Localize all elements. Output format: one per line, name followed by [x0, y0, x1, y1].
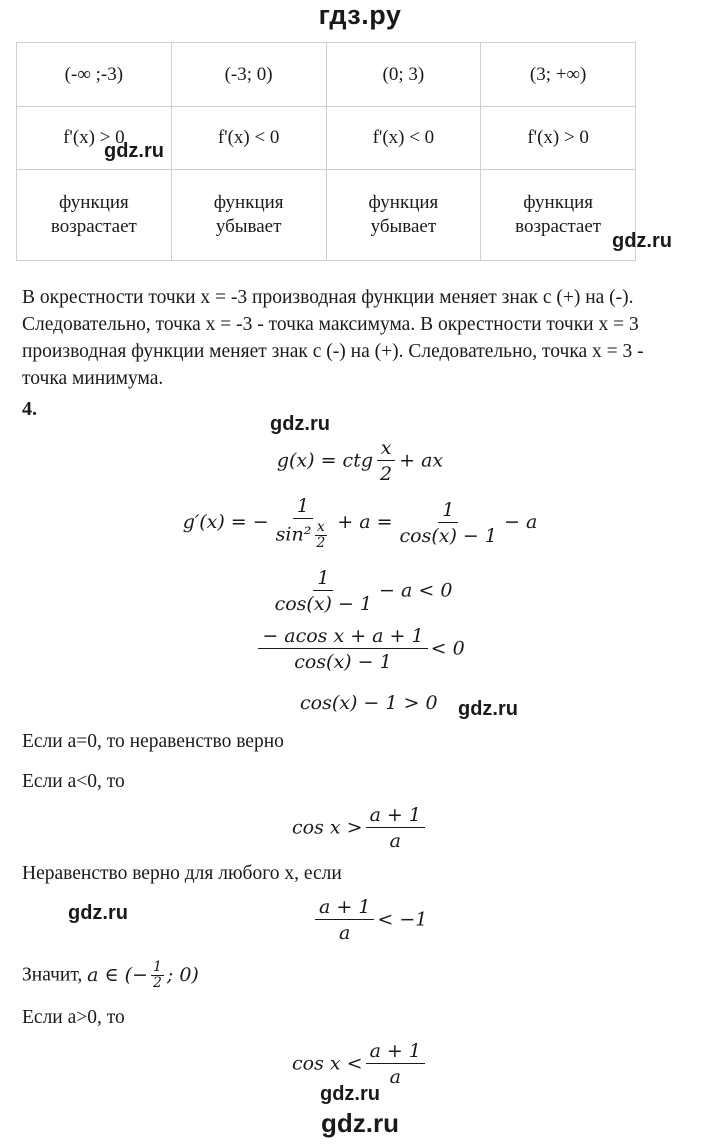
watermark: gdz.ru: [320, 1083, 380, 1105]
fraction: $\frac{1}{\cos(x) - 1}$: [399, 498, 497, 547]
fraction: $\frac{x}{2}$: [376, 437, 396, 486]
formula-inequality-1: $\frac{1}{\cos(x) - 1}$ − a < 0: [0, 567, 720, 616]
watermark: gdz.ru: [270, 413, 330, 435]
fraction: $\frac{a + 1}{a}$: [315, 896, 374, 945]
interval-cell: (0; 3): [326, 43, 481, 107]
fraction: $\frac{\text{− acos x + a + 1}}{\cos(x) - 1}$: [258, 625, 427, 674]
site-header: гдз.ру: [318, 0, 402, 30]
formula-cos-greater: cos x > $\frac{a + 1}{a}$: [0, 804, 720, 853]
watermark: gdz.ru: [104, 140, 164, 162]
formula-g-derivative: g′(x) = − 1 sin² $\frac{x}{2}$ + a = $\frac{1}{\cos(x) - 1}$ − a: [182, 495, 538, 551]
case-a-positive: Если a>0, то: [22, 1007, 125, 1028]
behavior-cell: функция убывает: [171, 170, 326, 261]
behavior-cell: функция возрастает: [481, 170, 636, 261]
watermark: gdz.ru: [68, 902, 128, 924]
formula-cos-less: cos x < $\frac{a + 1}{a}$: [0, 1040, 720, 1089]
table-row-intervals: [17, 43, 636, 107]
behavior-cell: функция возрастает: [17, 170, 172, 261]
fraction: $\frac{1}{\cos(x) - 1}$: [274, 567, 373, 615]
fraction: $\frac{a + 1}{a}$: [366, 804, 425, 853]
interval-cell: (3; +∞): [481, 43, 636, 107]
derivative-cell: f'(x) > 0: [17, 107, 172, 170]
fraction: $\frac{x}{2}$: [316, 519, 326, 551]
case-a-zero: Если a=0, то неравенство верно: [22, 731, 284, 752]
formula-inequality-2: $\frac{\text{− acos x + a + 1}}{\cos(x) - 1}$ < 0: [0, 625, 720, 674]
watermark: gdz.ru: [458, 698, 518, 720]
true-for-any-x: Неравенство верно для любого x, если: [22, 863, 342, 884]
derivative-cell: f'(x) < 0: [171, 107, 326, 170]
fraction: $\frac{a + 1}{a}$: [366, 1040, 425, 1089]
case-a-negative: Если a<0, то: [22, 771, 125, 792]
task-number: 4.: [22, 398, 37, 420]
conclusion-line: Значит, a ∈ (− $\frac{1}{2}$ ; 0): [22, 959, 199, 991]
interval-cell: (-∞ ;-3): [17, 43, 172, 107]
formula-inequality-3: cos(x) − 1 > 0: [300, 692, 438, 714]
watermark: gdz.ru: [612, 230, 672, 252]
derivative-cell: f'(x) > 0: [481, 107, 636, 170]
formula-g-definition: g(x) = ctg $\frac{x}{2}$ + ax: [276, 437, 444, 485]
table-row-behavior: [17, 170, 636, 261]
behavior-cell: функция убывает: [326, 170, 481, 261]
derivative-cell: f'(x) < 0: [326, 107, 481, 170]
formula-fraction-less: $\frac{a + 1}{a}$ < −1: [312, 896, 427, 945]
interval-cell: (-3; 0): [171, 43, 326, 107]
site-footer: gdz.ru: [321, 1108, 399, 1138]
fraction: 1 sin² $\frac{x}{2}$: [275, 495, 326, 551]
fraction: $\frac{1}{2}$: [152, 959, 162, 991]
extrema-paragraph: В окрестности точки x = -3 производная функции меняет знак с (+) на (-). Следовательно, точка x = -3 - точка максимума. В окрестности точки x = 3 производная функции меняет знак с (-) на (+). Следовательно, точка x = 3 - точка минимума.: [22, 287, 644, 389]
